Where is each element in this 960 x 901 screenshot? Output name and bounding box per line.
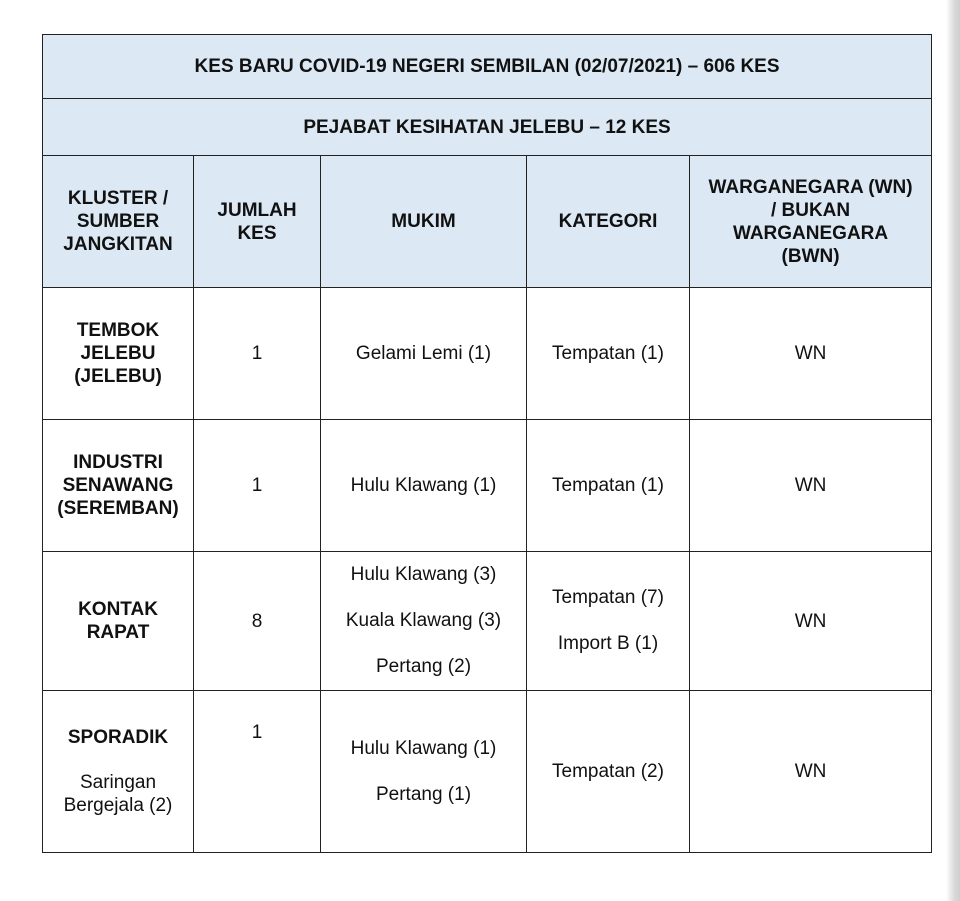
cluster-cell: INDUSTRI SENAWANG (SEREMBAN) (43, 420, 194, 552)
citizenship-cell: WN (690, 288, 932, 420)
citizenship-cell: WN (690, 420, 932, 552)
header-citizenship: WARGANEGARA (WN) / BUKAN WARGANEGARA (BWN) (690, 156, 932, 288)
category-cell: Tempatan (2) (527, 691, 690, 853)
cluster-cell: TEMBOK JELEBU (JELEBU) (43, 288, 194, 420)
header-category: KATEGORI (527, 156, 690, 288)
report-subtitle: PEJABAT KESIHATAN JELEBU – 12 KES (43, 99, 932, 156)
mukim-cell: Hulu Klawang (1) Pertang (1) (321, 691, 527, 853)
table-row (43, 288, 932, 420)
case-table (42, 34, 932, 853)
cluster-cell: SPORADIK Saringan Bergejala (2) (43, 691, 194, 853)
category-cell: Tempatan (7) Import B (1) (527, 552, 690, 691)
mukim-cell: Hulu Klawang (3) Kuala Klawang (3) Pertang (2) (321, 552, 527, 691)
header-row (43, 156, 932, 288)
header-total: JUMLAH KES (194, 156, 321, 288)
table-row (43, 552, 932, 691)
table-row (43, 420, 932, 552)
table-row (43, 691, 932, 853)
header-mukim: MUKIM (321, 156, 527, 288)
category-cell: Tempatan (1) (527, 288, 690, 420)
citizenship-cell: WN (690, 691, 932, 853)
covid-case-report (42, 34, 931, 853)
total-cell: 8 (194, 552, 321, 691)
cluster-cell: KONTAK RAPAT (43, 552, 194, 691)
mukim-cell: Hulu Klawang (1) (321, 420, 527, 552)
cluster-title: SPORADIK (67, 727, 169, 748)
title-row (43, 35, 932, 99)
spacer (47, 749, 189, 771)
total-cell: 1 (194, 288, 321, 420)
header-cluster: KLUSTER / SUMBER JANGKITAN (43, 156, 194, 288)
subtitle-row (43, 99, 932, 156)
category-cell: Tempatan (1) (527, 420, 690, 552)
citizenship-cell: WN (690, 552, 932, 691)
mukim-cell: Gelami Lemi (1) (321, 288, 527, 420)
page-edge-shadow (946, 0, 960, 901)
total-cell: 1 (194, 691, 321, 853)
report-title: KES BARU COVID-19 NEGERI SEMBILAN (02/07/2021) – 606 KES (43, 35, 932, 99)
total-cell: 1 (194, 420, 321, 552)
